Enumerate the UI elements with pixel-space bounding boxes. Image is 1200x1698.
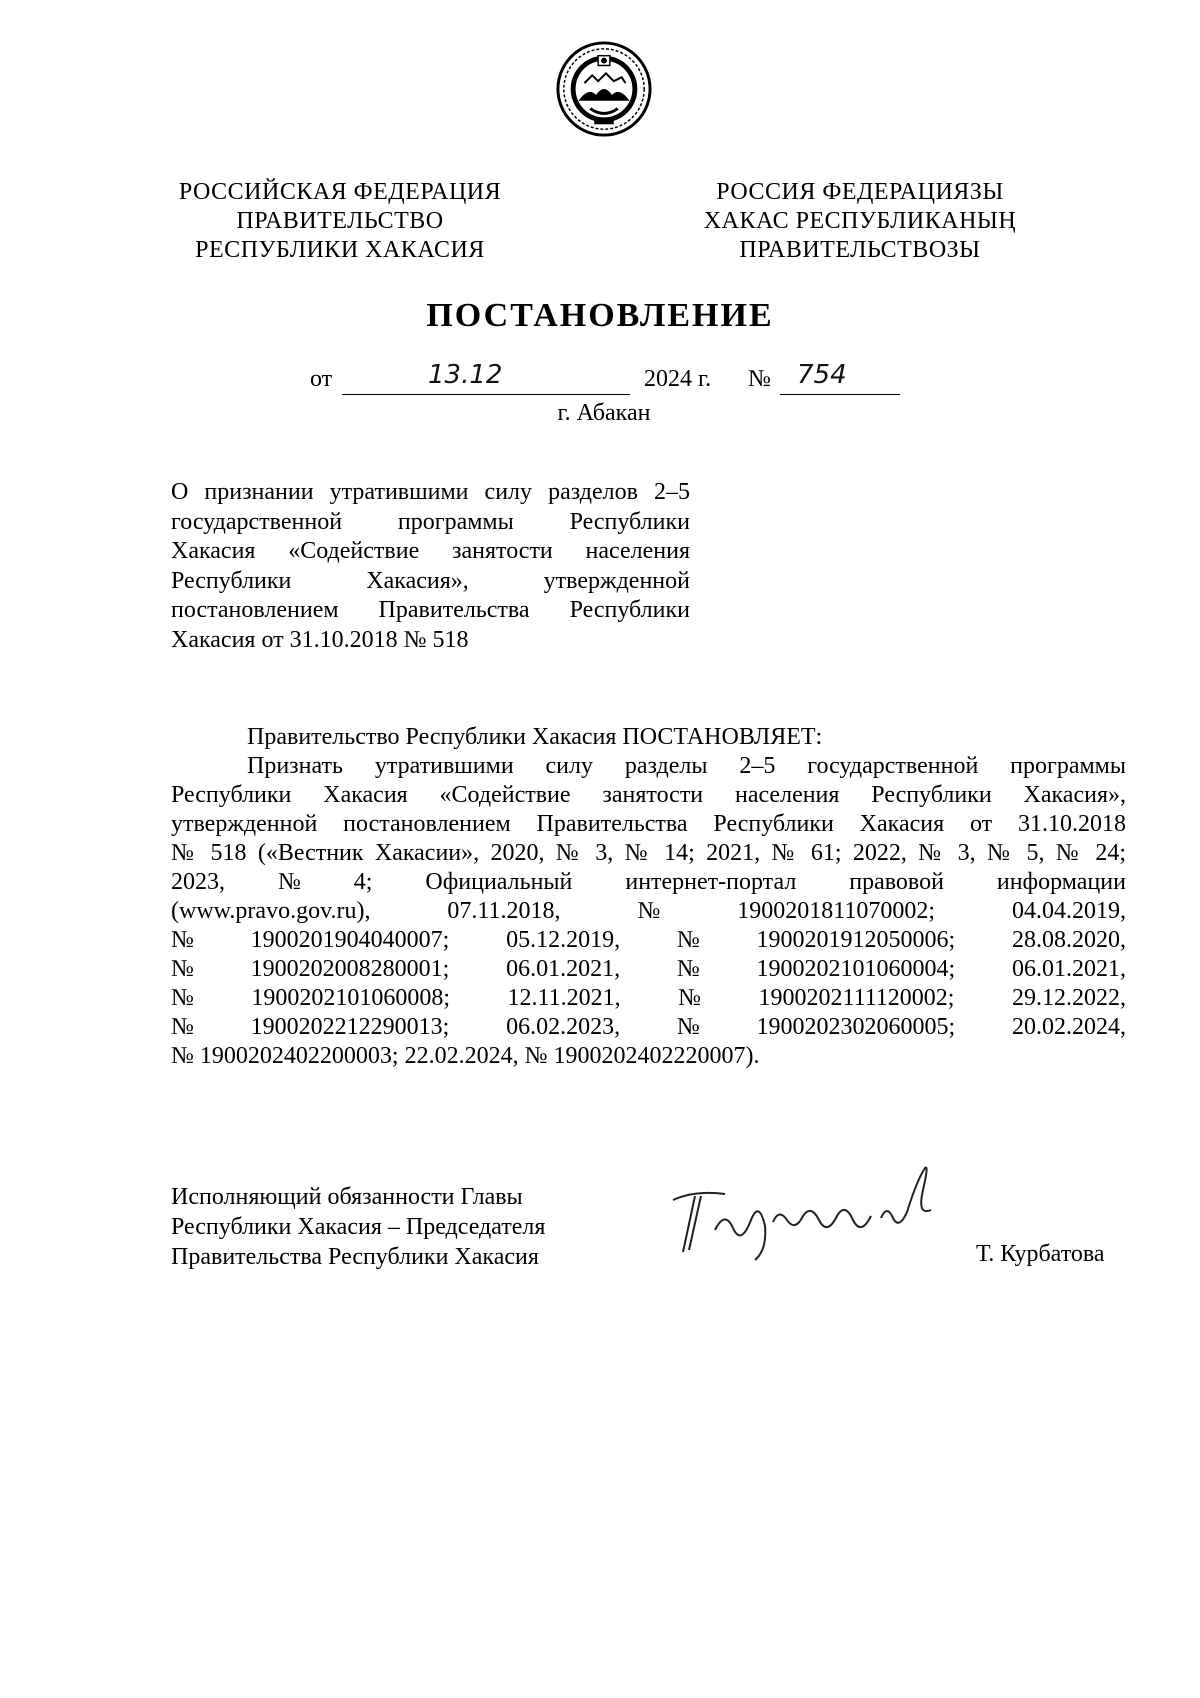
subject-line: Хакасия от 31.10.2018 № 518 xyxy=(171,626,469,653)
coat-of-arms-icon xyxy=(555,40,653,138)
document-title: ПОСТАНОВЛЕНИЕ xyxy=(426,297,774,334)
word: 29.12.2022, xyxy=(1011,985,1126,1011)
word: 1900202008280001; xyxy=(250,956,450,982)
header-line: РОССИЙСКАЯ ФЕДЕРАЦИЯ xyxy=(178,179,502,205)
word: № xyxy=(676,956,700,982)
word: № xyxy=(171,1014,194,1040)
word: № xyxy=(637,898,661,924)
word: № xyxy=(171,927,194,953)
body-line xyxy=(171,868,1126,897)
date-number-line xyxy=(0,360,1200,400)
position-line: Республики Хакасия – Председателя xyxy=(171,1214,546,1240)
body-line xyxy=(171,926,1126,955)
subject-line: государственной программы Республики xyxy=(171,508,690,535)
word: 05.12.2019, xyxy=(506,927,621,953)
number-label: № xyxy=(748,366,771,392)
header-line: РОССИЯ ФЕДЕРАЦИЯЗЫ xyxy=(716,179,1004,205)
word: 06.02.2023, xyxy=(506,1014,621,1040)
word: 12.11.2021, xyxy=(507,985,621,1011)
word: 07.11.2018, xyxy=(447,898,561,924)
word: (www.pravo.gov.ru), xyxy=(171,898,371,924)
header-line: ХАКАС РЕСПУБЛИКАНЫҢ xyxy=(703,208,1017,234)
word: 1900202101060004; xyxy=(756,956,956,982)
word: 1900202101060008; xyxy=(251,985,451,1011)
word: 04.04.2019, xyxy=(1011,898,1126,924)
document-subject xyxy=(171,478,690,655)
document-body xyxy=(171,723,1126,1071)
number-underline xyxy=(780,394,900,395)
word: 1900201904040007; xyxy=(250,927,450,953)
header-line: РЕСПУБЛИКИ ХАКАСИЯ xyxy=(195,237,485,263)
from-label: от xyxy=(310,366,333,392)
word: 28.08.2020, xyxy=(1011,927,1126,953)
body-line: № 1900202402200003; 22.02.2024, № 1900202402220007). xyxy=(171,1043,760,1069)
word: Официальный xyxy=(425,869,573,895)
word: № xyxy=(678,985,701,1011)
city: г. Абакан xyxy=(557,400,651,426)
word: № xyxy=(277,869,301,895)
date-underline xyxy=(342,394,630,395)
issuer-header-ru xyxy=(170,178,510,265)
word: № xyxy=(171,985,194,1011)
body-line xyxy=(171,984,1126,1013)
word: № xyxy=(676,1014,700,1040)
position-line: Исполняющий обязанности Главы xyxy=(171,1184,523,1210)
preamble: Правительство Республики Хакасия ПОСТАНОВЛЯЕТ: xyxy=(247,724,823,750)
word: 1900202212290013; xyxy=(250,1014,450,1040)
body-line xyxy=(171,897,1126,926)
word: 2023, xyxy=(171,869,225,895)
header-line: ПРАВИТЕЛЬСТВО xyxy=(236,208,444,234)
word: интернет-портал xyxy=(625,869,797,895)
word: 1900201811070002; xyxy=(737,898,936,924)
word: 06.01.2021, xyxy=(1011,956,1126,982)
year-label: 2024 г. xyxy=(644,366,712,392)
subject-line: Хакасия «Содействие занятости населения xyxy=(171,538,690,564)
subject-line: Республики Хакасия», утвержденной xyxy=(171,567,690,594)
word: 4; xyxy=(353,869,373,895)
word: правовой xyxy=(849,869,944,895)
word: 1900202302060005; xyxy=(756,1014,956,1040)
signatory-position xyxy=(171,1182,545,1272)
body-line: Признать утратившими силу разделы 2–5 государственной программы xyxy=(247,753,1126,779)
handwritten-signature xyxy=(655,1160,945,1270)
body-line xyxy=(171,1013,1126,1042)
subject-line: постановлением Правительства Республики xyxy=(171,597,690,623)
handwritten-date: 13.12 xyxy=(428,360,503,390)
word: 20.02.2024, xyxy=(1011,1014,1126,1040)
word: 06.01.2021, xyxy=(506,956,621,982)
word: информации xyxy=(996,869,1126,895)
handwritten-number: 754 xyxy=(797,360,847,390)
word: № xyxy=(676,927,700,953)
word: № xyxy=(171,956,194,982)
subject-line: О признании утратившими силу разделов 2–5 xyxy=(171,479,690,505)
body-line xyxy=(171,955,1126,984)
body-line: Республики Хакасия «Содействие занятости населения Республики Хакасия», xyxy=(171,782,1126,808)
body-line: № 518 («Вестник Хакасии», 2020, № 3, № 14; 2021, № 61; 2022, № 3, № 5, № 24; xyxy=(171,840,1126,866)
body-line: утвержденной постановлением Правительства Республики Хакасия от 31.10.2018 xyxy=(171,811,1126,837)
word: 1900202111120002; xyxy=(758,985,955,1011)
position-line: Правительства Республики Хакасия xyxy=(171,1244,539,1270)
header-line: ПРАВИТЕЛЬСТВОЗЫ xyxy=(739,237,981,263)
word: 1900201912050006; xyxy=(756,927,956,953)
issuer-header-kjh xyxy=(690,178,1030,265)
signatory-name: Т. Курбатова xyxy=(976,1241,1105,1267)
